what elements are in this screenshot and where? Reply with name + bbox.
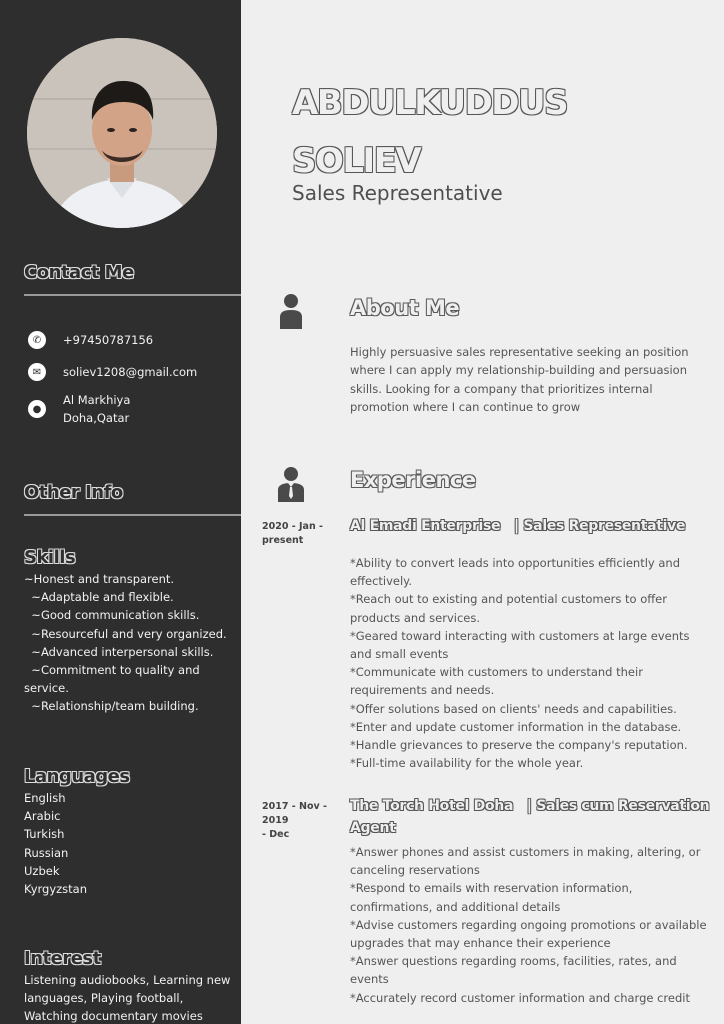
interest-text [24,971,236,1024]
job-1-duties [350,554,715,772]
job-date-line: - Dec [262,829,290,840]
person-photo-illustration [27,38,217,228]
name-line-2: SOLIEV [292,141,421,181]
skill-item: ~Commitment to quality and [24,663,200,678]
other-info-heading: Other Info [24,482,123,503]
about-text [350,343,695,416]
duty-line: upgrades that may enhance their experience [350,936,611,951]
address-line-1: Al Markhiya [63,393,131,407]
skill-item: ~Good communication skills. [24,608,200,623]
job-title-line: Al Emadi Enterprise | Sales Representative [350,518,686,534]
language-item: English [24,791,66,805]
duty-line: *Answer phones and assist customers in making, altering, or [350,845,701,859]
job-title: Sales Representative [292,181,503,205]
duty-line: confirmations, and additional details [350,899,561,914]
duty-line: and small events [350,647,449,662]
skill-item: service. [24,681,69,696]
sidebar [0,0,241,1024]
skill-item: ~Relationship/team building. [24,699,199,714]
job-date-line: 2020 - Jan - [262,521,323,532]
language-item: Arabic [24,809,61,824]
duty-line: canceling reservations [350,863,480,878]
other-info-divider [24,514,241,516]
duty-line: *Accurately record customer information and charge credit [350,990,690,1005]
job-2-duties [350,843,715,1007]
duty-line: effectively. [350,574,412,589]
address-row [28,391,130,427]
duty-line: *Answer questions regarding rooms, facilities, rates, and [350,954,677,969]
duty-line: *Full-time availability for the whole year. [350,756,584,771]
email-address[interactable]: soliev1208@gmail.com [63,365,198,379]
duty-line: *Ability to convert leads into opportunities efficiently and [350,556,681,570]
language-item: Uzbek [24,863,60,878]
skills-list [24,570,236,716]
job-date-line: 2017 - Nov - 2019 [262,801,327,826]
email-row [28,363,197,381]
skill-item: ~Resourceful and very organized. [24,626,227,641]
skill-item: ~Honest and transparent. [24,572,175,586]
job-2-date [262,800,344,842]
address [63,391,130,427]
duty-line: *Advise customers regarding ongoing promotions or available [350,917,707,932]
skill-item: ~Adaptable and flexible. [24,590,174,605]
experience-heading: Experience [350,468,476,492]
job-title-line: The Torch Hotel Doha | Sales cum Reservation [350,798,710,814]
duty-line: *Offer solutions based on clients' needs and capabilities. [350,701,677,716]
job-title-line: Agent [350,820,396,836]
phone-number[interactable]: +97450787156 [63,333,154,347]
languages-heading: Languages [24,766,130,787]
interest-line: languages, Playing football, [24,991,184,1006]
interest-heading: Interest [24,948,101,969]
duty-line: *Enter and update customer information in the database. [350,719,682,734]
about-line: where I can apply my relationship-building and persuasion [350,363,687,378]
about-line: promotion where I can continue to grow [350,399,581,414]
contact-divider [24,294,241,296]
duty-line: *Handle grievances to preserve the company's reputation. [350,738,688,753]
language-item: Russian [24,845,69,860]
email-icon: ✉ [28,363,46,381]
location-pin-icon: ● [28,400,46,418]
language-item: Kyrgyzstan [24,882,88,897]
skills-heading: Skills [24,547,76,568]
interest-line: Listening audiobooks, Learning new [24,973,231,987]
duty-line: *Reach out to existing and potential customers to offer [350,592,667,607]
duty-line: *Geared toward interacting with customers at large events [350,628,690,643]
skill-item: ~Advanced interpersonal skills. [24,644,214,659]
job-1-date [262,520,344,548]
job-2-title [350,795,710,839]
about-line: Highly persuasive sales representative seeking an position [350,345,689,359]
address-line-2: Doha,Qatar [63,411,130,425]
duty-line: *Respond to emails with reservation information, [350,881,633,896]
businessman-icon [277,466,305,504]
contact-heading: Contact Me [24,262,134,283]
name-line-1: ABDULKUDDUS [292,83,568,123]
phone-row [28,331,153,349]
duty-line: events [350,972,389,987]
profile-photo [27,38,217,228]
duty-line: requirements and needs. [350,683,495,698]
language-item: Turkish [24,827,65,842]
job-1-title [350,515,695,537]
about-heading: About Me [350,296,460,320]
full-name [292,74,567,190]
duty-line: *Communicate with customers to understand their [350,665,643,680]
duty-line: products and services. [350,610,481,625]
person-icon [277,293,305,331]
phone-icon: ✆ [28,331,46,349]
interest-line: Watching documentary movies [24,1009,203,1024]
job-date-line: present [262,535,304,546]
about-line: skills. Looking for a company that prioritizes internal [350,381,653,396]
languages-list [24,789,236,898]
